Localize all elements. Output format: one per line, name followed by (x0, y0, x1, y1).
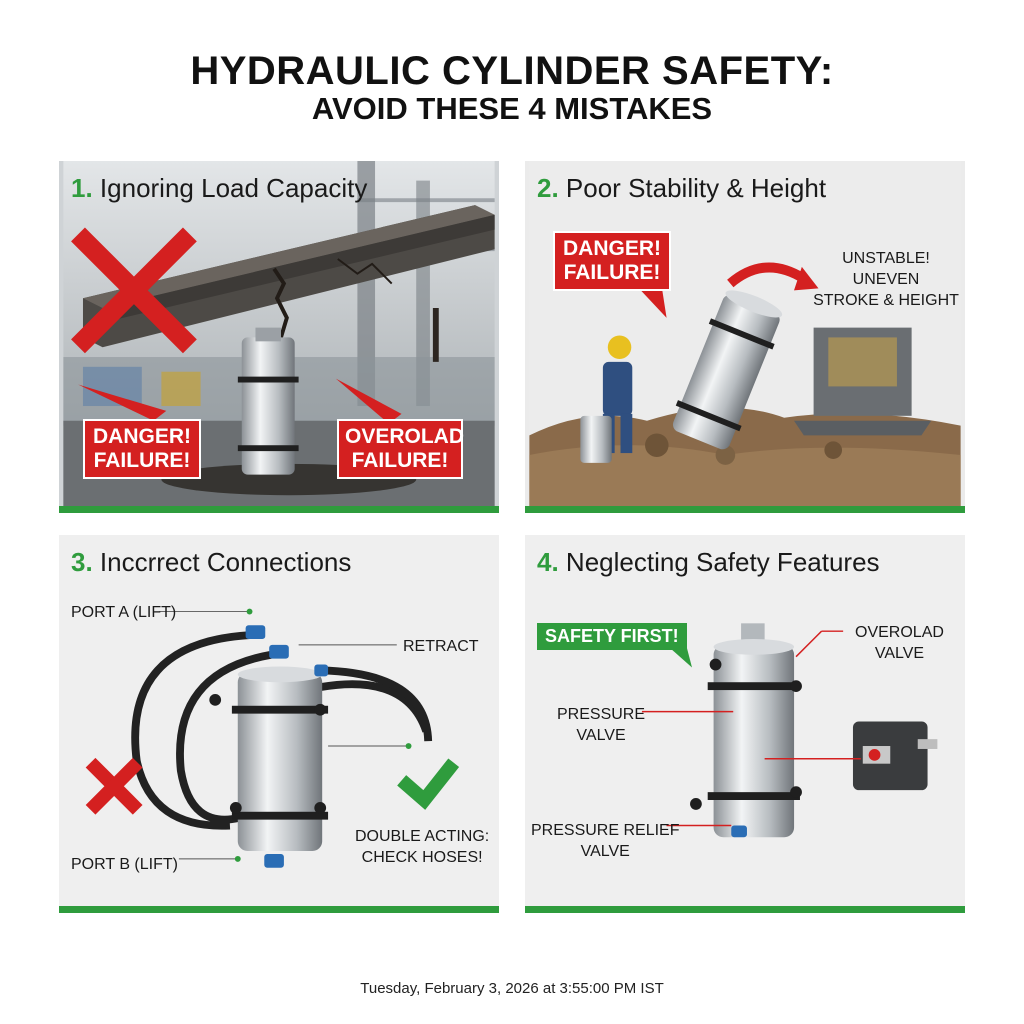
overload-failure-label: OVEROLAD FAILURE! (337, 419, 463, 479)
overload-valve-label: OVEROLAD VALVE (855, 624, 944, 662)
panel-load-capacity (59, 161, 499, 513)
page-title: HYDRAULIC CYLINDER SAFETY: (190, 49, 834, 93)
hard-hat-icon (608, 335, 632, 359)
port-b-label: PORT B (LIFT) (71, 856, 178, 873)
danger-failure-label: DANGER! FAILURE! (83, 419, 201, 479)
page-subtitle: AVOID THESE 4 MISTAKES (311, 91, 713, 126)
panel-stability-height (525, 161, 965, 513)
stability-illustration (525, 161, 965, 506)
panel-title: 2. Poor Stability & Height (537, 173, 827, 203)
double-acting-label: DOUBLE ACTING: CHECK HOSES! (355, 828, 490, 866)
danger-failure-label: DANGER! FAILURE! (553, 231, 671, 291)
safety-first-badge: SAFETY FIRST! (537, 623, 687, 650)
port-a-label: PORT A (LIFT) (71, 604, 177, 621)
panel-connections (59, 535, 499, 913)
panel-title: 1. Ignoring Load Capacity (71, 173, 368, 203)
pressure-valve-label: PRESSURE VALVE (557, 706, 646, 744)
pressure-relief-valve-label: PRESSURE RELIEF VALVE (531, 822, 680, 860)
retract-label: RETRACT (403, 638, 479, 655)
panel-safety-features (525, 535, 965, 913)
timestamp: Tuesday, February 3, 2026 at 3:55:00 PM IST (360, 980, 664, 997)
panel-title: 4. Neglecting Safety Features (537, 547, 880, 577)
unstable-callout: UNSTABLE! UNEVEN STROKE & HEIGHT (813, 250, 959, 309)
panel-title: 3. Inccrrect Connections (71, 547, 352, 577)
